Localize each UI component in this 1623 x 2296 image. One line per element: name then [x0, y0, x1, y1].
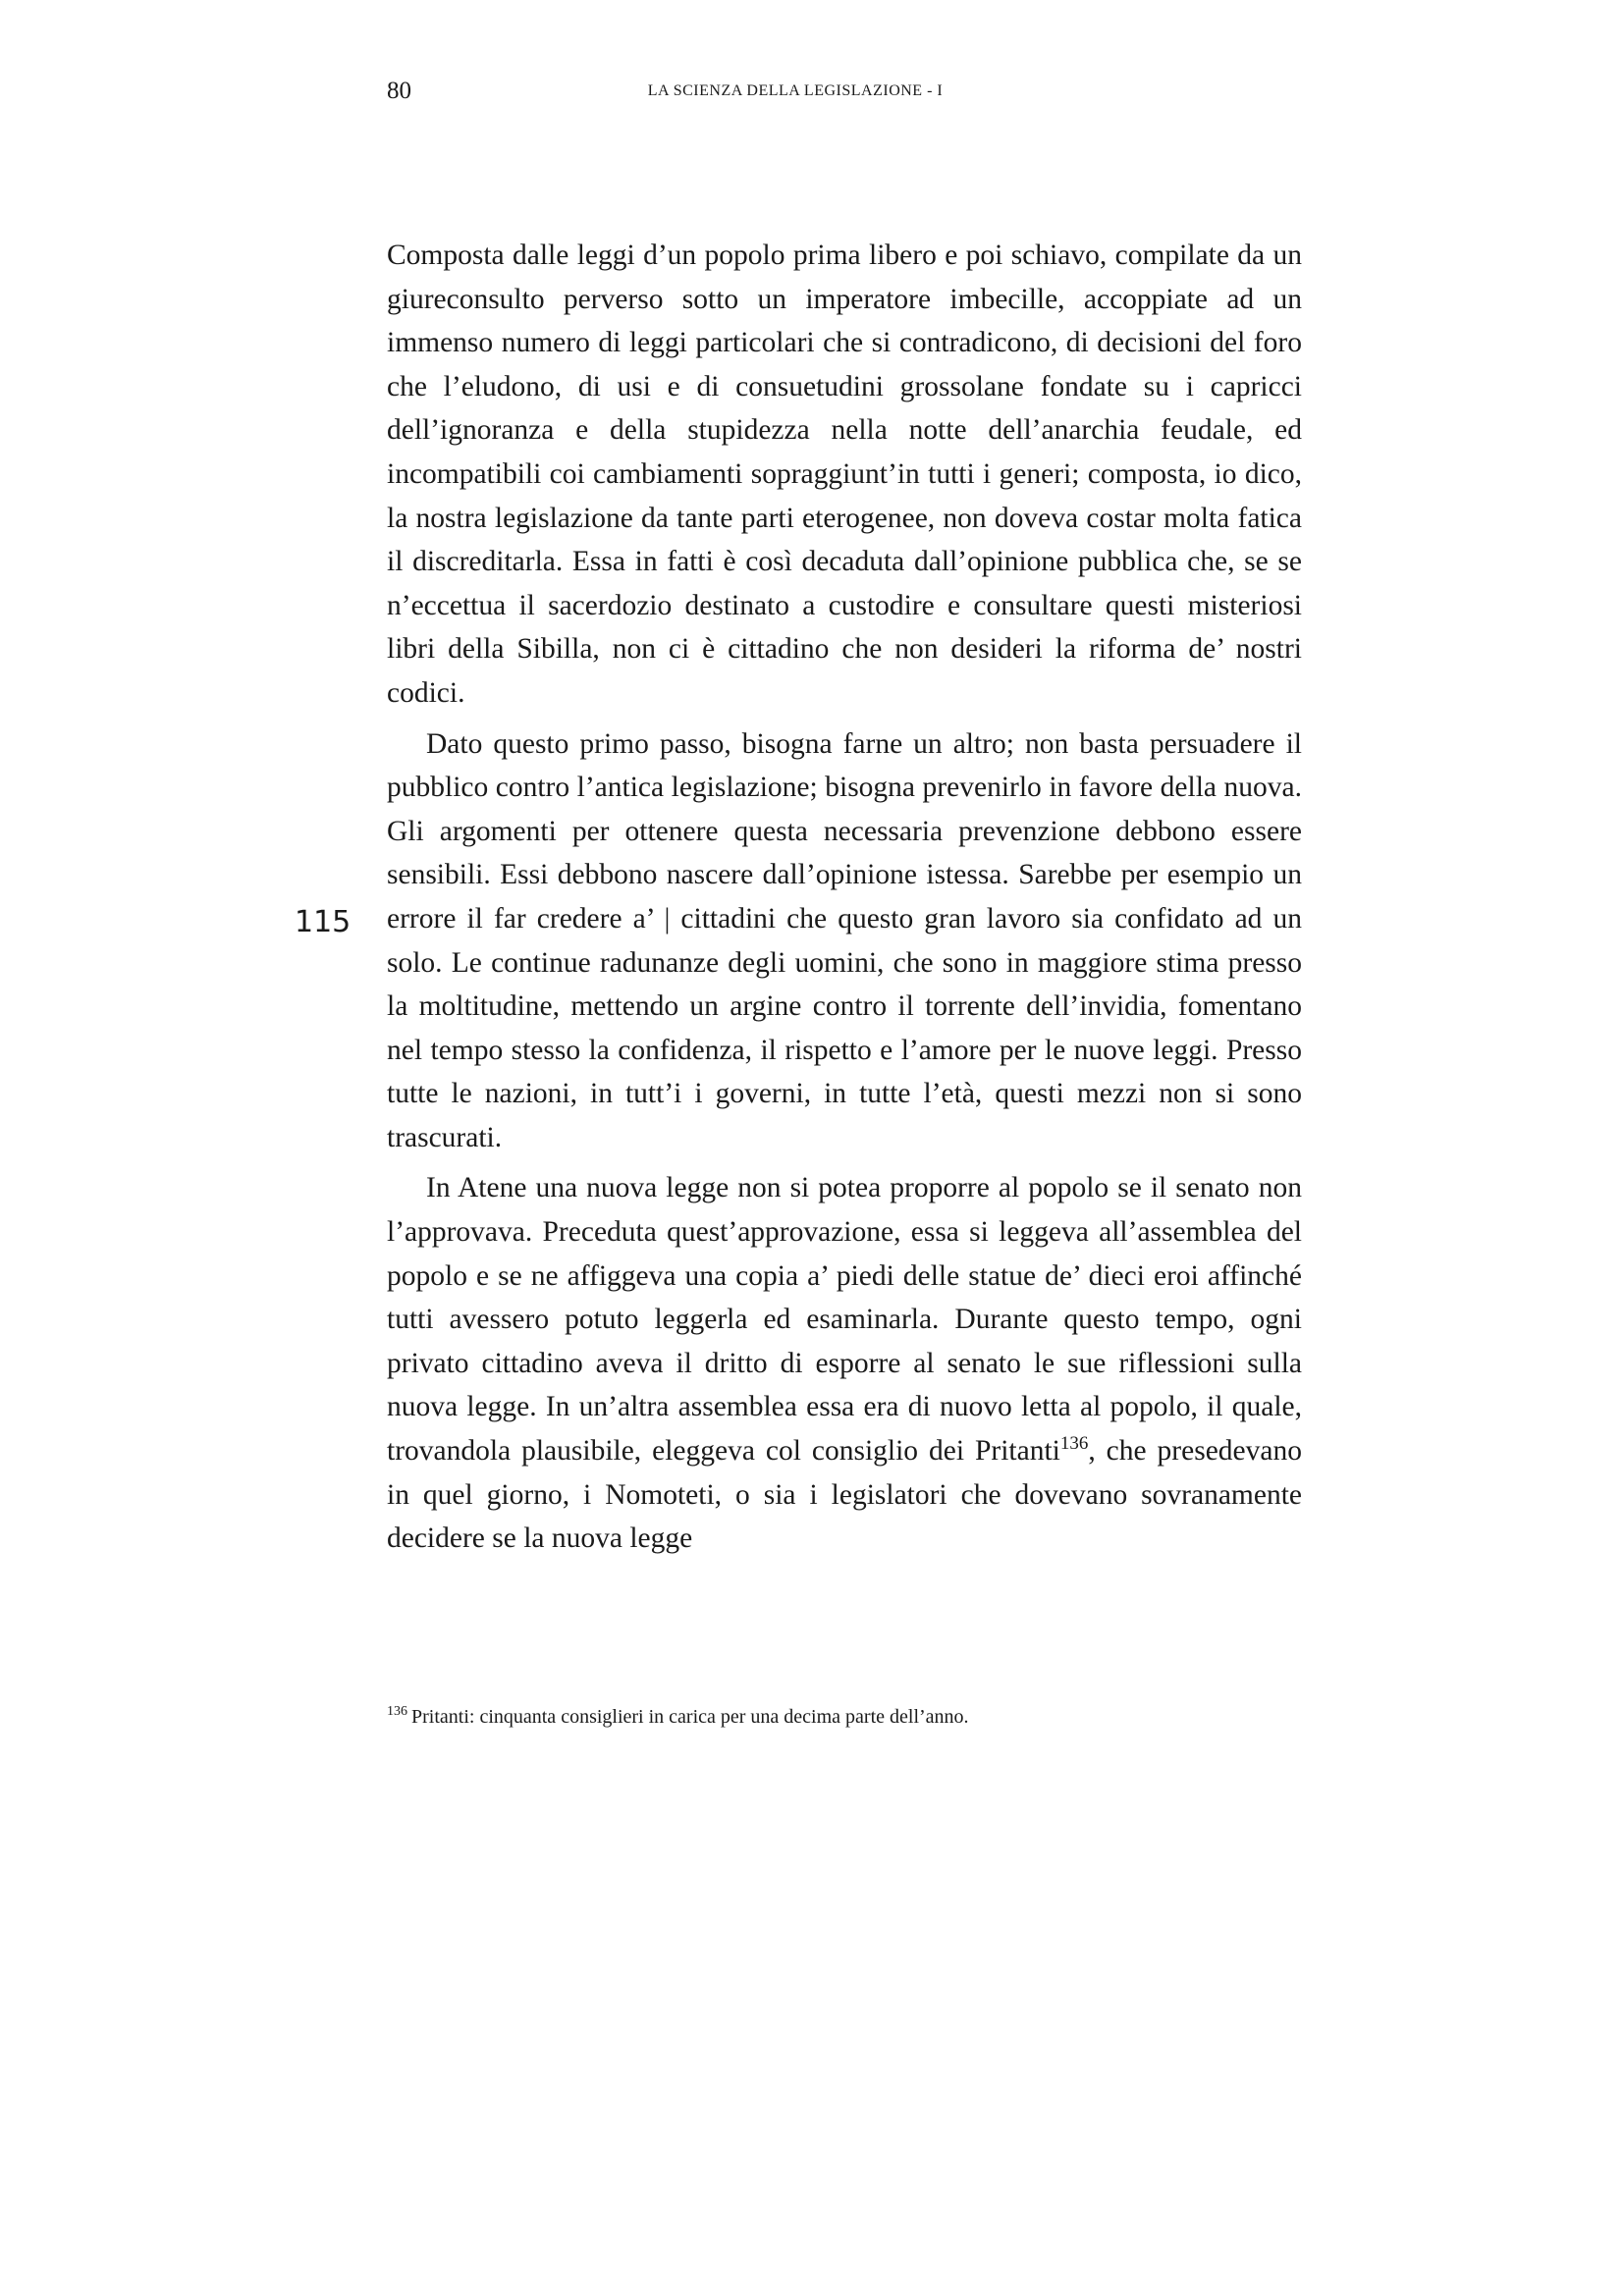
paragraph-3-text-end: , che presedevano in quel giorno, i Nomoteti, o sia i legislatori che dovevano sovranamente decidere se la nuova legge: [387, 1435, 1302, 1555]
footnote-reference: 136: [1059, 1433, 1089, 1455]
paragraph-1: Composta dalle leggi d’un popolo prima libero e poi schiavo, compilate da un giureconsulto perverso sotto un imperatore imbecille, accoppiate ad un immenso numero di leggi particolari che si contradicono, di decisioni del foro che l’eludono, di usi e di consuetudini grossolane fondate su i capricci dell’ignoranza e della stupidezza nella notte dell’anarchia feudale, ed incompatibili coi cambiamenti sopraggiunt’in tutti i generi; composta, io dico, la nostra legislazione da tante parti eterogenee, non doveva costar molta fatica il discreditarla. Essa in fatti è così decaduta dall’opinione pubblica che, se se n’eccettua il sacerdozio destinato a custodire e consultare questi misteriosi libri della Sibilla, non ci è cittadino che non desideri la riforma de’ nostri codici.: [387, 240, 1302, 709]
footnote-number: 136: [387, 1704, 407, 1720]
paragraph-3-text-start: In Atene una nuova legge non si potea proporre al popolo se il senato non l’approvava. Preceduta quest’approvazione, essa si leggeva all’assemblea del popolo e se ne affiggeva una copia a’ piedi delle statue de’ dieci eroi affinché tutti avessero potuto leggerla ed esaminarla. Durante questo tempo, ogni privato cittadino aveva il dritto di esporre al senato le sue riflessioni sulla nuova legge. In un’altra assemblea essa era di nuovo letta al popolo, il quale, trovandola plausibile, eleggeva col consiglio dei Pritanti: [387, 1172, 1302, 1468]
footnote: [387, 1703, 1302, 1731]
page-number: 80: [387, 78, 411, 104]
running-head: LA SCIENZA DELLA LEGISLAZIONE - I: [647, 82, 944, 99]
paragraph-2: Dato questo primo passo, bisogna farne un altro; non basta persuadere il pubblico contro l’antica legislazione; bisogna prevenirlo in favore della nuova. Gli argomenti per ottenere questa necessaria prevenzione debbono essere sensibili. Essi debbono nascere dall’opinione istessa. Sarebbe per esempio un errore il far credere a’ | cittadini che questo gran lavoro sia confidato ad un solo. Le continue radunanze degli uomini, che sono in maggiore stima presso la moltitudine, mettendo un argine contro il torrente dell’invidia, fomentano nel tempo stesso la confidenza, il rispetto e l’amore per le nuove leggi. Presso tutte le nazioni, in tutt’i i governi, in tutte l’età, questi mezzi non si sono trascurati.: [387, 727, 1302, 1153]
footnote-text: Pritanti: cinquanta consiglieri in carica per una decima parte dell’anno.: [411, 1706, 969, 1728]
margin-page-reference: 115: [295, 905, 352, 939]
body-text: [387, 234, 1302, 1568]
paragraph-3: [387, 1166, 1302, 1560]
